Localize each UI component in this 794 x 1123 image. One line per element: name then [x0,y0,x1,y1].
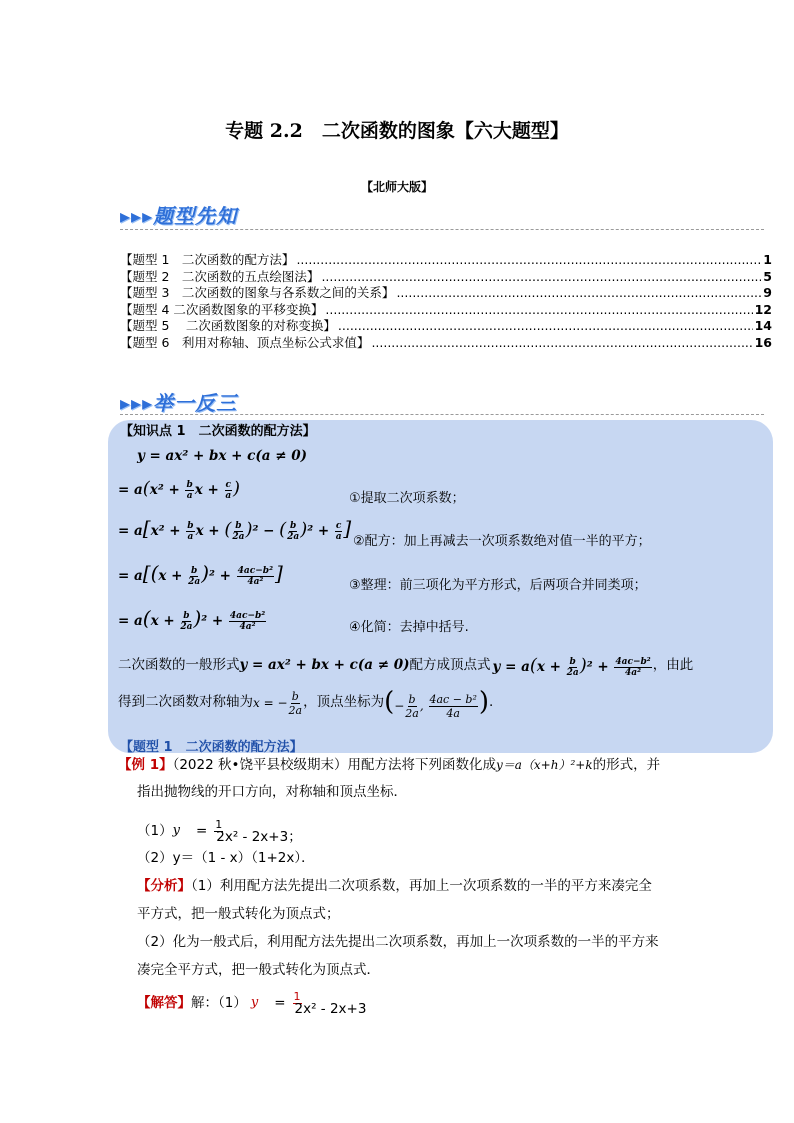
question-2: （2）y＝（1 - x）（1+2x）． [137,850,315,866]
formula-step-2: = a[x² + $\frac{b}{a}$ x + ( $\frac{b}{2a}$ )² − ( $\frac{b}{2a}$ )² + $\frac{c}{a}$ ] [118,516,352,542]
formula-step-3: = a[(x + $\frac{b}{2a}$ )² + $\frac{\text{4ac−b²}}{\text{4a²}}$ ] [118,561,283,587]
step-1-note: ①提取二次项系数； [349,491,465,506]
toc-page: 9 [763,285,772,300]
toc-item-4[interactable] [120,300,772,317]
toc-item-6[interactable] [120,333,772,350]
answer-line: 【解答】 解：（1） y = 1 2x² - 2x+3 [137,990,367,1017]
toc-page: 16 [754,334,772,350]
knowledge-heading: 【知识点 1 二次函数的配方法】 [120,424,316,439]
toc-page: 5 [763,268,772,284]
toc-item-5[interactable] [120,316,772,333]
step-2-note: ②配方：加上再减去一次项系数绝对值一半的平方； [353,534,651,549]
toc-divider [120,229,764,230]
toc-item-2[interactable] [120,267,772,284]
step-3-note: ③整理：前三项化为平方形式，后两项合并同类项； [349,578,647,593]
analysis-line-1: 【分析】（1）利用配方法先提出二次项系数，再加上一次项系数的一半的平方来凑完全 [137,878,652,894]
toc-label: 【题型 6 利用对称轴、顶点坐标公式求值】 [120,334,370,350]
toc-banner: ▸▸▸题型先知 [120,204,238,228]
edition-label: 【北师大版】 [360,180,433,194]
page-title: 专题 2.2 二次函数的图象【六大题型】 [225,120,569,142]
toc-page: 14 [754,318,772,333]
example-line-2: 指出抛物线的开口方向，对称轴和顶点坐标． [137,784,407,800]
toc-label: 【题型 4 二次函数图象的平移变换】 [120,301,324,317]
analysis-line-4: 凑完全平方式，把一般式转化为顶点式． [137,962,380,978]
toc-item-3[interactable] [120,283,772,300]
formula-general: y = ax² + bx + c(a ≠ 0) [137,448,308,464]
analysis-line-2: 平方式，把一般式转化为顶点式； [137,906,340,922]
formula-step-4: = a(x + $\frac{b}{2a}$ )² + $\frac{\text{4ac−b²}}{\text{4a²}}$ [118,606,266,632]
section-divider [120,414,764,415]
example-line-1: 【例 1】（2022 秋•饶平县校级期末）用配方法将下列函数化成y＝a（x+h）²+k的形式，并 [118,757,661,773]
section-heading: 【题型 1 二次函数的配方法】 [120,740,303,755]
section-banner: ▸▸▸举一反三 [120,391,238,415]
toc-label: 【题型 1 二次函数的配方法】 [120,252,295,267]
analysis-line-3: （2）化为一般式后，利用配方法先提出二次项系数，再加上一次项系数的一半的平方来 [137,934,659,950]
step-4-note: ④化简：去掉中括号. [349,620,469,635]
toc-label: 【题型 3 二次函数的图象与各系数之间的关系】 [120,285,395,300]
summary-line-1: 二次函数的一般形式 y = ax² + bx + c(a ≠ 0) 配方成顶点式 y = a(x + $\frac{b}{2a}$ )² + $\frac{\text{4ac−b²}}{\text{4a²}}$ ，由此 [118,655,694,678]
summary-line-2: 得到二次函数对称轴为 x = − $\frac{b}{2a}$ ，顶点坐标为 (− $\frac{b}{2a}$ , $\frac{\text{4ac − b²}}{4a}$ ) . [118,687,494,720]
toc-page: 12 [754,301,772,317]
toc-label: 【题型 5 二次函数图象的对称变换】 [120,318,336,333]
question-1: （1） y = 1 2x² - 2x+3； [137,818,302,845]
formula-step-1: = a(x² + $\frac{b}{a}$ x + $\frac{c}{a}$ ) [118,478,241,501]
table-of-contents [120,250,772,349]
toc-page: 1 [763,252,772,267]
toc-label: 【题型 2 二次函数的五点绘图法】 [120,268,320,284]
toc-item-1[interactable] [120,250,772,267]
